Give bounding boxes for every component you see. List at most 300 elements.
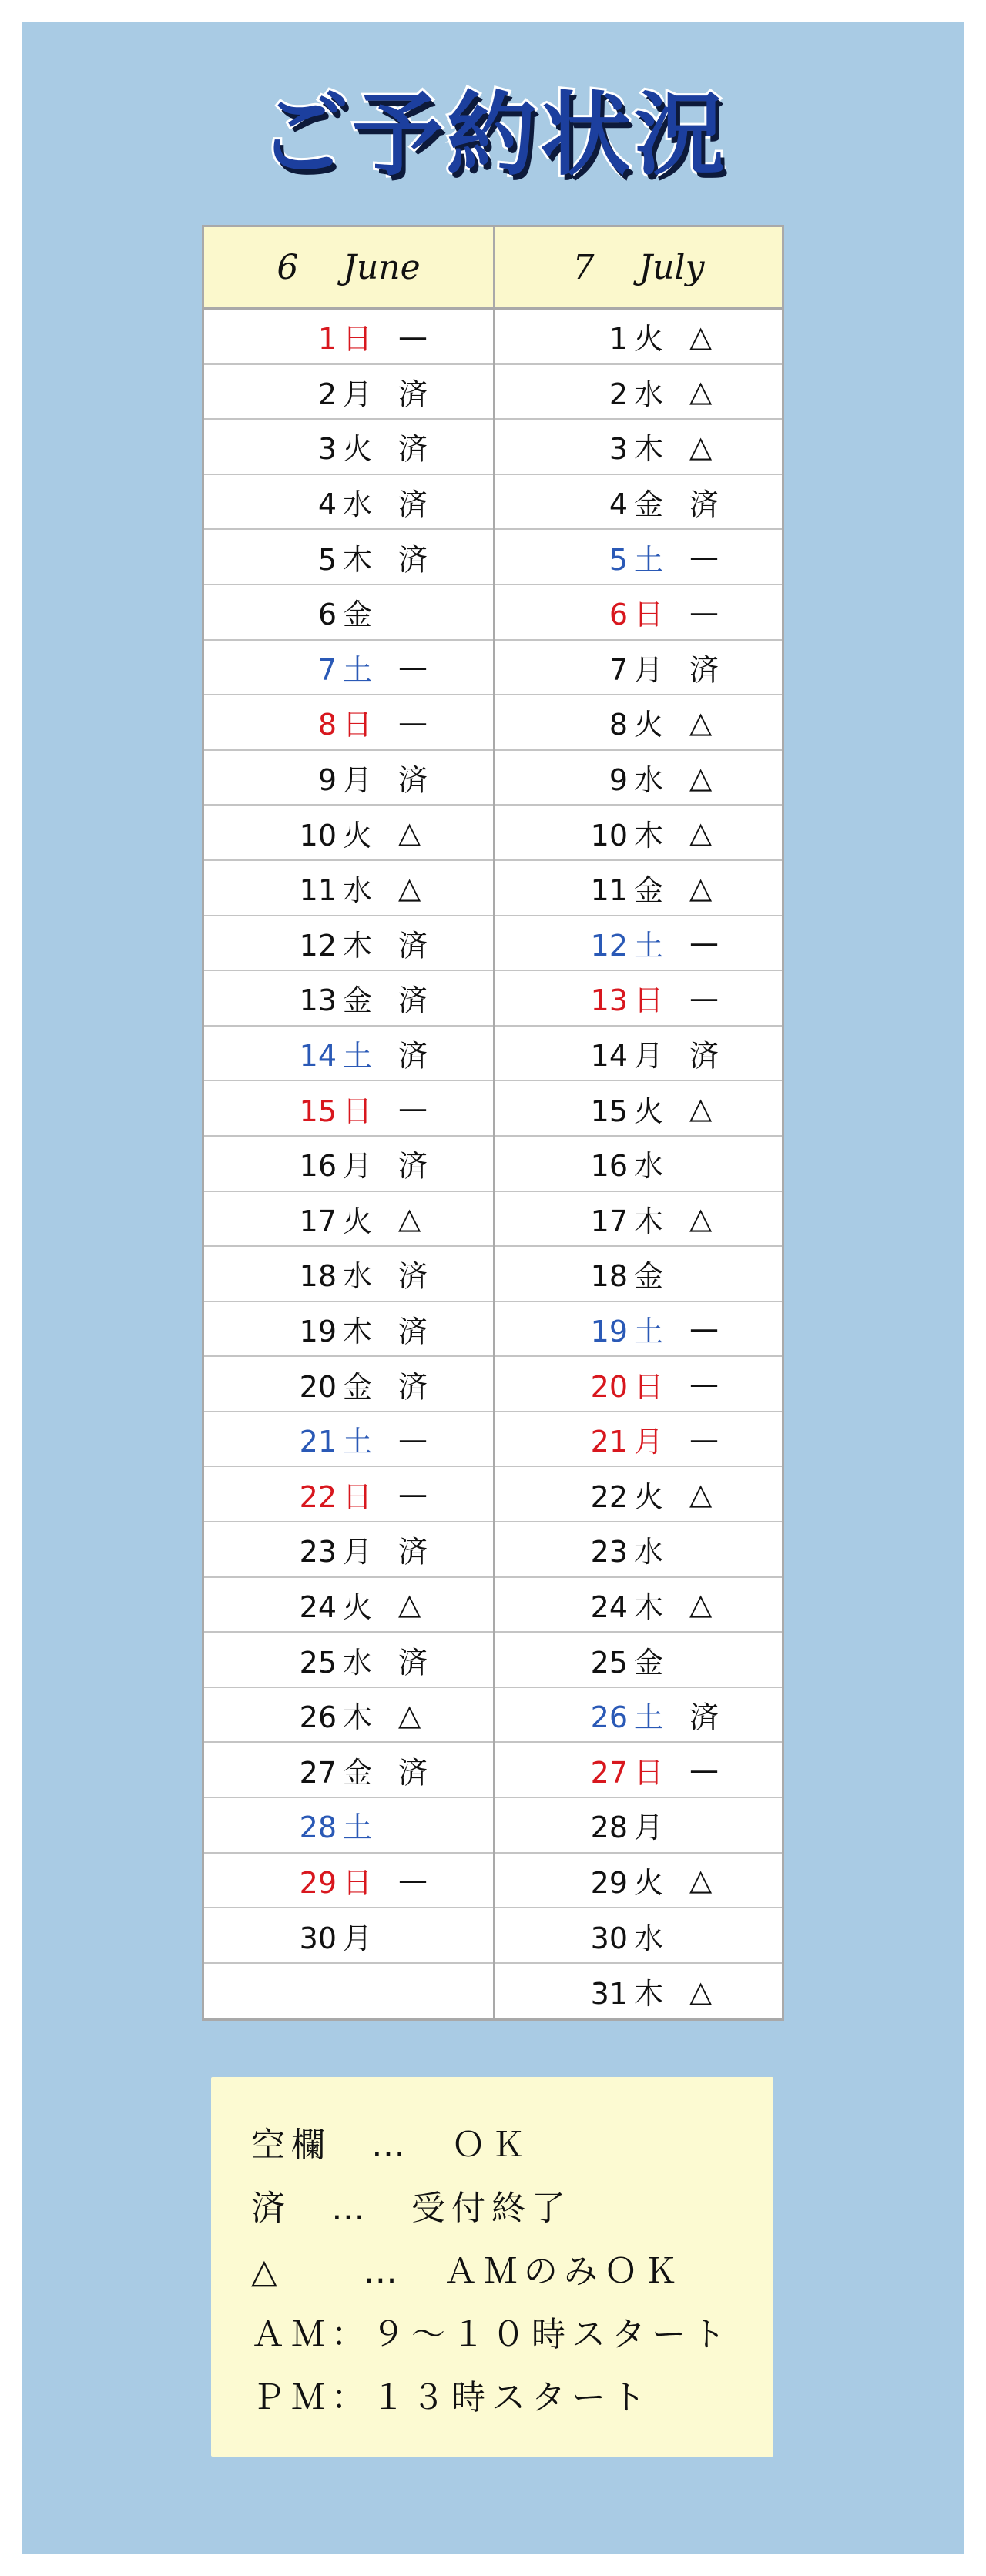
day-status: △ [689, 1863, 713, 1898]
day-date [495, 536, 668, 578]
calendar-row [495, 1467, 782, 1522]
day-weekday: 水 [343, 1645, 373, 1680]
june-header [204, 227, 493, 310]
day-number: 21 [590, 1425, 628, 1459]
day-date [495, 701, 668, 743]
day-date [495, 866, 668, 909]
day-date [495, 646, 668, 688]
day-status: 済 [398, 1755, 428, 1790]
calendar-row [204, 1578, 493, 1633]
day-date [495, 1693, 668, 1736]
day-status: — [398, 1477, 428, 1512]
legend-box [211, 2077, 773, 2457]
day-date [204, 1749, 377, 1791]
day-weekday: 土 [343, 1039, 373, 1074]
day-weekday: 火 [634, 1865, 664, 1900]
day-number: 10 [299, 818, 337, 853]
day-number: 3 [609, 432, 628, 467]
day-date [495, 1859, 668, 1901]
day-date [495, 922, 668, 964]
day-status: △ [398, 870, 421, 905]
calendar-row [204, 1688, 493, 1744]
day-number: 15 [590, 1094, 628, 1128]
day-weekday: 金 [343, 1755, 373, 1790]
day-date [204, 1252, 377, 1295]
day-date [495, 315, 668, 357]
calendar-row [204, 1412, 493, 1468]
day-weekday: 月 [343, 1535, 373, 1569]
day-date [204, 1418, 377, 1460]
day-weekday: 火 [343, 432, 373, 467]
day-date [204, 1087, 377, 1130]
day-number: 10 [590, 818, 628, 853]
calendar-row [495, 1854, 782, 1909]
day-number: 11 [299, 873, 337, 908]
day-weekday: 月 [343, 763, 373, 798]
day-weekday: 木 [634, 432, 664, 467]
day-status: — [398, 1863, 428, 1898]
day-status: △ [689, 374, 713, 409]
day-status: 済 [689, 1039, 719, 1074]
day-status: △ [689, 760, 713, 795]
day-weekday: 月 [343, 1921, 373, 1955]
day-weekday: 水 [343, 487, 373, 522]
day-number: 4 [609, 487, 628, 522]
day-date [204, 1363, 377, 1405]
day-status: 済 [398, 928, 428, 963]
day-date [204, 756, 377, 799]
calendar-row [495, 1908, 782, 1964]
day-weekday: 月 [634, 652, 664, 687]
day-number: 12 [299, 928, 337, 963]
day-status: △ [398, 1697, 421, 1732]
day-number: 18 [299, 1259, 337, 1294]
day-status: — [398, 705, 428, 739]
calendar-row [495, 1137, 782, 1192]
calendar-row [204, 641, 493, 696]
day-date [495, 976, 668, 1019]
day-date [495, 1308, 668, 1350]
legend-item: ＰＭ：１３時スタート [251, 2378, 652, 2417]
day-number: 9 [609, 763, 628, 798]
day-number: 28 [299, 1811, 337, 1845]
day-status: 済 [398, 1314, 428, 1348]
day-status: 済 [398, 377, 428, 411]
day-number: 19 [299, 1314, 337, 1348]
day-status: — [689, 980, 719, 1015]
day-number: 29 [299, 1865, 337, 1900]
day-date [495, 1639, 668, 1681]
calendar-row [204, 695, 493, 751]
calendar-row [495, 1081, 782, 1137]
july-header [495, 227, 782, 310]
calendar-row [495, 695, 782, 751]
day-number: 13 [299, 983, 337, 1018]
day-date [204, 1142, 377, 1184]
day-date [495, 1087, 668, 1130]
calendar-row [204, 530, 493, 585]
calendar-row [495, 585, 782, 641]
day-date [495, 591, 668, 633]
day-status: △ [689, 870, 713, 905]
day-number: 12 [590, 928, 628, 963]
day-date [495, 370, 668, 413]
day-weekday: 金 [634, 487, 664, 522]
day-number: 8 [609, 708, 628, 742]
july-month-number: 7 [572, 247, 595, 287]
day-number: 7 [609, 652, 628, 687]
calendar-row [204, 420, 493, 475]
calendar-row [204, 1743, 493, 1798]
reservation-calendar [202, 225, 784, 2021]
day-weekday: 土 [343, 1811, 373, 1845]
day-date [204, 1975, 377, 2008]
day-weekday: 火 [343, 1589, 373, 1624]
day-date [495, 481, 668, 523]
day-status: 済 [689, 1700, 719, 1735]
day-weekday: 木 [343, 542, 373, 577]
calendar-row [495, 806, 782, 861]
july-month-name: July [639, 247, 705, 287]
day-weekday: 月 [634, 1039, 664, 1074]
day-weekday: 土 [343, 652, 373, 687]
calendar-row [495, 1688, 782, 1744]
day-date [204, 1914, 377, 1957]
calendar-row [204, 861, 493, 916]
calendar-row [204, 365, 493, 420]
day-number: 23 [590, 1535, 628, 1569]
day-weekday: 水 [634, 377, 664, 411]
day-weekday: 日 [634, 598, 664, 632]
day-date [204, 315, 377, 357]
calendar-row [495, 1522, 782, 1578]
day-number: 11 [590, 873, 628, 908]
day-date [204, 976, 377, 1019]
day-weekday: 土 [634, 928, 664, 963]
day-date [204, 646, 377, 688]
day-number: 25 [299, 1645, 337, 1680]
day-number: 7 [317, 652, 337, 687]
calendar-row [495, 1302, 782, 1358]
day-number: 6 [609, 598, 628, 632]
day-number: 1 [317, 322, 337, 357]
day-status: △ [689, 816, 713, 850]
day-weekday: 日 [343, 1094, 373, 1128]
day-number: 19 [590, 1314, 628, 1348]
day-status: 済 [398, 1039, 428, 1074]
calendar-row [495, 310, 782, 365]
day-number: 6 [317, 598, 337, 632]
day-number: 30 [299, 1921, 337, 1955]
day-status: △ [689, 1477, 713, 1512]
day-date [495, 1198, 668, 1240]
day-status: 済 [398, 487, 428, 522]
day-number: 24 [299, 1589, 337, 1624]
day-weekday: 水 [634, 1535, 664, 1569]
day-date [495, 812, 668, 854]
calendar-row [204, 971, 493, 1027]
day-weekday: 金 [343, 1369, 373, 1404]
day-status: — [689, 1422, 719, 1456]
calendar-row [495, 1743, 782, 1798]
day-status: 済 [398, 763, 428, 798]
day-weekday: 木 [343, 1314, 373, 1348]
calendar-row [204, 1192, 493, 1248]
calendar-row [495, 641, 782, 696]
day-status: 済 [398, 983, 428, 1018]
day-date [204, 1032, 377, 1074]
day-number: 17 [299, 1204, 337, 1238]
day-status: 済 [398, 1645, 428, 1680]
day-weekday: 金 [343, 983, 373, 1018]
day-status: 済 [398, 432, 428, 467]
day-number: 29 [590, 1865, 628, 1900]
day-status: △ [689, 429, 713, 464]
day-number: 15 [299, 1094, 337, 1128]
june-month-number: 6 [277, 247, 299, 287]
day-date [204, 866, 377, 909]
day-date [204, 481, 377, 523]
day-date [495, 756, 668, 799]
day-status: 済 [398, 1535, 428, 1569]
day-number: 26 [299, 1700, 337, 1735]
day-weekday: 土 [634, 542, 664, 577]
day-number: 30 [590, 1921, 628, 1955]
calendar-row [204, 916, 493, 972]
day-weekday: 日 [634, 1755, 664, 1790]
calendar-row [204, 1633, 493, 1688]
day-weekday: 木 [634, 818, 664, 853]
day-number: 2 [609, 377, 628, 411]
day-weekday: 日 [343, 708, 373, 742]
calendar-row [495, 1412, 782, 1468]
calendar-row [204, 1027, 493, 1082]
day-number: 4 [317, 487, 337, 522]
calendar-row [204, 1798, 493, 1854]
day-number: 2 [317, 377, 337, 411]
day-weekday: 水 [343, 873, 373, 908]
day-weekday: 火 [634, 322, 664, 357]
day-date [495, 1363, 668, 1405]
day-weekday: 金 [634, 873, 664, 908]
day-weekday: 火 [634, 708, 664, 742]
legend-item: 空欄 … ＯＫ [251, 2125, 532, 2165]
day-number: 25 [590, 1645, 628, 1680]
day-status: — [689, 540, 719, 574]
day-weekday: 木 [343, 1700, 373, 1735]
day-status: — [689, 926, 719, 960]
calendar-row [495, 1192, 782, 1248]
day-status: 済 [398, 542, 428, 577]
day-status: △ [689, 319, 713, 353]
calendar-row [204, 310, 493, 365]
day-date [495, 1528, 668, 1570]
calendar-row [495, 1633, 782, 1688]
day-status: — [689, 1311, 719, 1346]
day-date [204, 922, 377, 964]
day-status: 済 [398, 1149, 428, 1184]
day-number: 5 [317, 542, 337, 577]
day-date [204, 536, 377, 578]
day-weekday: 土 [634, 1700, 664, 1735]
calendar-row [495, 1964, 782, 2019]
day-date [204, 370, 377, 413]
day-date [204, 1308, 377, 1350]
day-weekday: 木 [634, 1977, 664, 2012]
day-weekday: 金 [634, 1645, 664, 1680]
day-weekday: 日 [343, 322, 373, 357]
day-date [204, 1639, 377, 1681]
day-weekday: 水 [634, 1149, 664, 1184]
day-number: 23 [299, 1535, 337, 1569]
day-status: △ [689, 1587, 713, 1622]
day-weekday: 水 [343, 1259, 373, 1294]
calendar-row [495, 1578, 782, 1633]
day-number: 21 [299, 1425, 337, 1459]
day-date [495, 1032, 668, 1074]
day-weekday: 水 [634, 1921, 664, 1955]
day-status: △ [689, 705, 713, 739]
calendar-row [495, 1247, 782, 1302]
day-number: 22 [590, 1479, 628, 1514]
day-date [495, 1749, 668, 1791]
calendar-row [495, 1798, 782, 1854]
calendar-row [495, 475, 782, 531]
day-number: 16 [590, 1149, 628, 1184]
day-weekday: 土 [634, 1314, 664, 1348]
calendar-row [204, 1137, 493, 1192]
day-weekday: 火 [634, 1094, 664, 1128]
day-weekday: 月 [343, 377, 373, 411]
july-rows [495, 310, 782, 2018]
day-weekday: 月 [343, 1149, 373, 1184]
june-column [204, 227, 493, 2018]
day-status: 済 [689, 487, 719, 522]
calendar-row [204, 751, 493, 806]
day-weekday: 火 [343, 818, 373, 853]
july-column [493, 227, 782, 2018]
day-date [204, 812, 377, 854]
day-number: 9 [317, 763, 337, 798]
day-number: 20 [590, 1369, 628, 1404]
calendar-row [204, 1908, 493, 1964]
day-weekday: 土 [343, 1425, 373, 1459]
day-status: — [689, 1753, 719, 1787]
day-status: — [689, 595, 719, 629]
day-number: 8 [317, 708, 337, 742]
day-date [204, 425, 377, 467]
day-number: 22 [299, 1479, 337, 1514]
day-status: △ [398, 1587, 421, 1622]
day-date [204, 1528, 377, 1570]
calendar-row [495, 751, 782, 806]
day-number: 3 [317, 432, 337, 467]
calendar-row [495, 861, 782, 916]
calendar-row [495, 365, 782, 420]
day-date [495, 1583, 668, 1626]
day-weekday: 日 [343, 1865, 373, 1900]
day-status: — [689, 1367, 719, 1402]
day-date [495, 1473, 668, 1516]
day-date [495, 1970, 668, 2012]
day-date [495, 1252, 668, 1295]
day-status: — [398, 650, 428, 685]
day-number: 14 [299, 1039, 337, 1074]
calendar-row [495, 916, 782, 972]
day-status: △ [689, 1091, 713, 1126]
june-rows [204, 310, 493, 2018]
day-number: 28 [590, 1811, 628, 1845]
calendar-row [204, 806, 493, 861]
day-date [204, 1583, 377, 1626]
day-date [495, 1418, 668, 1460]
legend-item: △ … ＡＭのみＯＫ [251, 2252, 684, 2291]
day-status: △ [398, 816, 421, 850]
day-weekday: 水 [634, 763, 664, 798]
day-number: 18 [590, 1259, 628, 1294]
day-status: — [398, 1422, 428, 1456]
calendar-row [495, 530, 782, 585]
calendar-row [204, 1854, 493, 1909]
day-number: 31 [590, 1977, 628, 2012]
calendar-row [495, 1027, 782, 1082]
day-weekday: 木 [634, 1204, 664, 1238]
day-status: △ [689, 1201, 713, 1236]
calendar-row [204, 1467, 493, 1522]
day-weekday: 日 [634, 983, 664, 1018]
calendar-row [204, 1302, 493, 1358]
calendar-row [495, 971, 782, 1027]
day-status: △ [398, 1201, 421, 1236]
day-weekday: 日 [634, 1369, 664, 1404]
calendar-row [204, 1964, 493, 2019]
day-date [204, 701, 377, 743]
day-status: — [398, 1091, 428, 1126]
day-number: 20 [299, 1369, 337, 1404]
day-date [204, 1859, 377, 1901]
day-weekday: 火 [634, 1479, 664, 1514]
calendar-row [204, 475, 493, 531]
day-number: 27 [590, 1755, 628, 1790]
calendar-row [204, 1522, 493, 1578]
day-number: 27 [299, 1755, 337, 1790]
calendar-row [204, 1247, 493, 1302]
day-number: 13 [590, 983, 628, 1018]
calendar-row [204, 1081, 493, 1137]
day-number: 17 [590, 1204, 628, 1238]
day-weekday: 金 [343, 598, 373, 632]
page-title: ご予約状況 [257, 82, 728, 188]
calendar-row [204, 1357, 493, 1412]
calendar-row [204, 585, 493, 641]
june-month-name: June [343, 247, 421, 287]
day-date [204, 1473, 377, 1516]
legend-item: 済 … 受付終了 [251, 2189, 572, 2228]
day-weekday: 月 [634, 1425, 664, 1459]
legend-item: ＡＭ：９～１０時スタート [251, 2315, 732, 2354]
day-weekday: 火 [343, 1204, 373, 1238]
day-date [204, 1693, 377, 1736]
calendar-row [495, 420, 782, 475]
day-weekday: 木 [343, 928, 373, 963]
day-weekday: 木 [634, 1589, 664, 1624]
day-weekday: 月 [634, 1811, 664, 1845]
day-number: 5 [609, 542, 628, 577]
day-date [495, 1914, 668, 1957]
day-date [204, 1804, 377, 1846]
day-weekday: 金 [634, 1259, 664, 1294]
day-status: — [398, 319, 428, 353]
